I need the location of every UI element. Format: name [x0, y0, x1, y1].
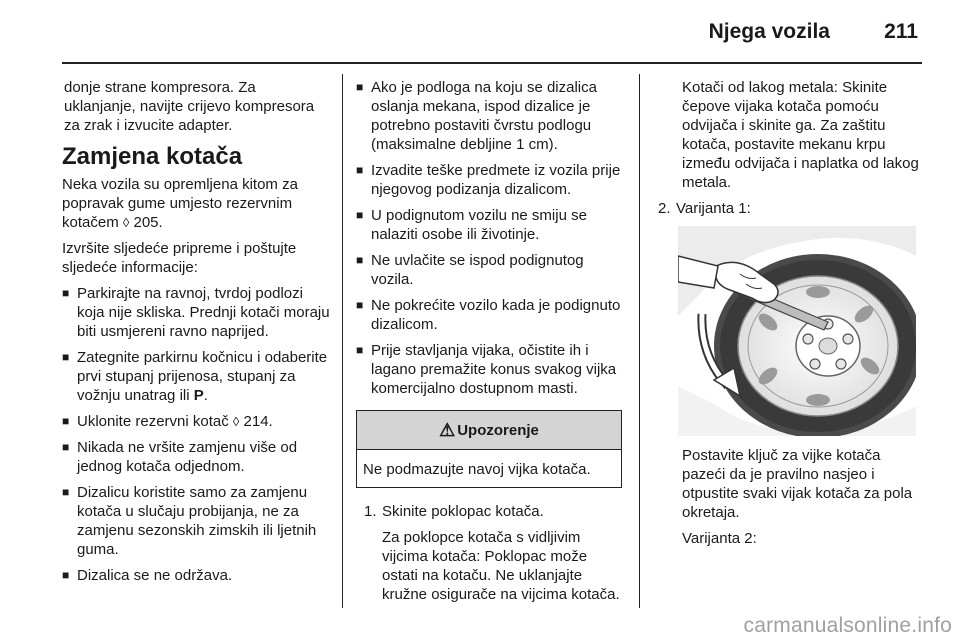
reference-arrow-icon: ◊: [122, 215, 130, 230]
column-1: [62, 78, 330, 592]
list-item: ■ Ne uvlačite se ispod podignutog vozila.: [356, 252, 584, 288]
bullet-icon: ■: [356, 80, 364, 94]
paragraph: Postavite ključ za vijke kotača pazeći da je pravilno nasjeo i otpustite svaki vijak kotača za pola okretaja.: [682, 447, 913, 521]
list-item: ■ Ne pokrećite vozilo kada je podignuto dizalicom.: [356, 297, 621, 333]
paragraph: Neka vozila su opremljena kitom za popravak gume umjesto rezervnim kotačem ◊ 205.: [62, 176, 298, 231]
warning-box: [356, 410, 622, 488]
step-number: 2.: [658, 200, 671, 217]
list-item: ■ Zategnite parkirnu kočnicu i odaberite prvi stupanj prijenosa, stupanj za vožnju unatrag ili P.: [62, 349, 328, 404]
list-item: ■ Uklonite rezervni kotač ◊ 214.: [62, 413, 273, 430]
intro-paragraph: donje strane kompresora. Za uklanjanje, navijte crijevo kompresora za zrak i izvucite adapter.: [64, 79, 315, 134]
warning-header: [357, 411, 621, 450]
column-2: [356, 78, 622, 611]
list-item: ■ U podignutom vozilu ne smiju se nalaziti osobe ili životinje.: [356, 207, 587, 243]
paragraph: Izvršite sljedeće pripreme i poštujte sljedeće informacije:: [62, 240, 297, 276]
bullet-icon: ■: [62, 350, 70, 364]
column-3: [656, 78, 920, 555]
step-detail: Za poklopce kotača s vidljivim vijcima kotača: Poklopac može ostati na kotaču. Ne uklanjajte kružne osigurače na vijcima kotača.: [382, 529, 620, 603]
wheel-wrench-illustration: [678, 226, 916, 436]
warning-title: Upozorenje: [457, 421, 539, 439]
bullet-icon: ■: [356, 163, 364, 177]
bullet-icon: ■: [356, 208, 364, 222]
warning-triangle-icon: ⚠: [439, 419, 456, 440]
column-divider-1: [342, 74, 343, 608]
section-heading: Zamjena kotača: [62, 143, 243, 170]
step-number: 1.: [364, 503, 377, 520]
watermark-footer: carmanualsonline.info: [743, 614, 952, 637]
list-item: ■ Nikada ne vršite zamjenu više od jednog kotača odjednom.: [62, 439, 298, 475]
bullet-icon: ■: [62, 414, 70, 428]
step-item: 2. Varijanta 1:: [658, 200, 751, 217]
reference-arrow-icon: ◊: [232, 414, 240, 429]
bullet-icon: ■: [356, 343, 364, 357]
bullet-icon: ■: [62, 568, 70, 582]
bullet-icon: ■: [356, 253, 364, 267]
paragraph: Varijanta 2:: [682, 530, 757, 547]
list-item: ■ Izvadite teške predmete iz vozila prije njegovog podizanja dizalicom.: [356, 162, 621, 198]
bullet-icon: ■: [356, 298, 364, 312]
bullet-icon: ■: [62, 440, 70, 454]
header-title: Njega vozila: [708, 20, 830, 43]
bullet-icon: ■: [62, 485, 70, 499]
list-item: ■ Dizalicu koristite samo za zamjenu kotača u slučaju probijanja, ne za zamjenu sezonskih zimskih ili ljetnih guma.: [62, 484, 317, 558]
page-number: 211: [884, 20, 918, 43]
paragraph: Kotači od lakog metala: Skinite čepove vijaka kotača pomoću odvijača i skinite ga. Za zaštitu kotača, postavite mekanu krpu između odvijača i naplatka od lakog metala.: [682, 79, 919, 191]
list-item: ■ Dizalica se ne održava.: [62, 567, 233, 584]
column-divider-2: [639, 74, 640, 608]
page-reference[interactable]: 214.: [243, 413, 273, 430]
warning-text: Ne podmazujte navoj vijka kotača.: [363, 461, 591, 478]
bullet-icon: ■: [62, 286, 70, 300]
header-rule: [62, 62, 922, 64]
list-item: ■ Ako je podloga na koju se dizalica oslanja mekana, ispod dizalice je potrebno postaviti čvrstu podlogu (maksimalne debljine 1 cm).: [356, 79, 597, 153]
list-item: ■ Parkirajte na ravnoj, tvrdoj podlozi koja nije skliska. Prednji kotači moraju biti usmjereni ravno naprijed.: [62, 285, 330, 340]
step-item: 1. Skinite poklopac kotača.: [364, 503, 544, 520]
list-item: ■ Prije stavljanja vijaka, očistite ih i lagano premažite konus svakog vijka komercijalno dostupnom masti.: [356, 342, 617, 397]
page-reference[interactable]: 205.: [133, 214, 163, 231]
